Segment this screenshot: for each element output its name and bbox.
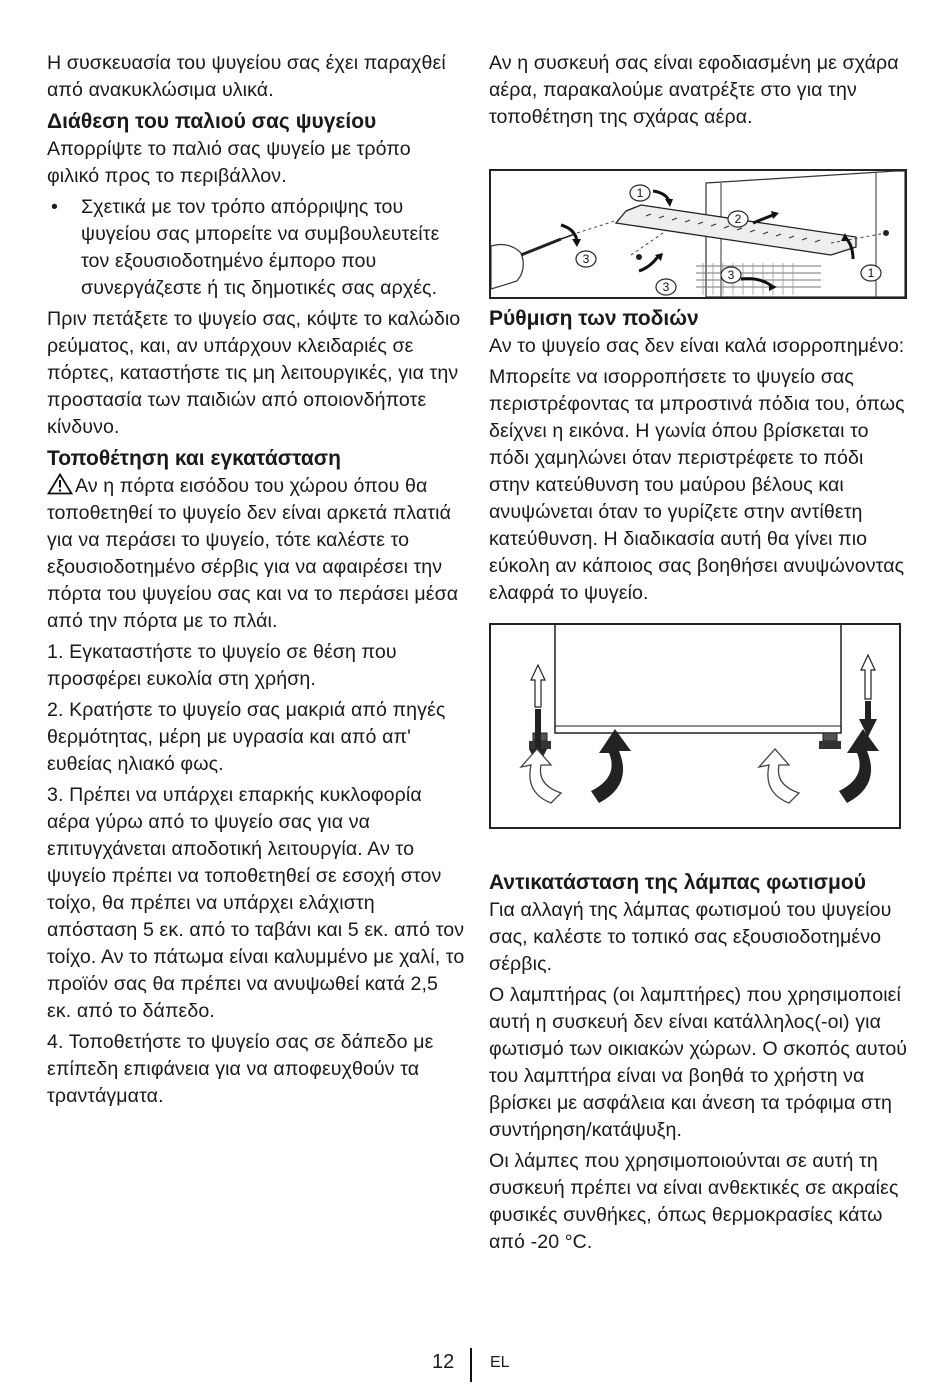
lamp-durability-paragraph: Οι λάμπες που χρησιμοποιούνται σε αυτή τη συσκευή πρέπει να είναι ανθεκτικές σε ακραίες φυσικές συνθήκες, όπως θερμοκρασίες κάτω από -20 °C.	[489, 1150, 899, 1253]
disposal-heading: Διάθεση του παλιού σας ψυγείου	[47, 110, 377, 133]
lamp-service-paragraph: Για αλλαγή της λάμπας φωτισμού του ψυγείου σας, καλέστε το τοπικό σας εξουσιοδοτημένο σέρβις.	[489, 899, 892, 975]
disposal-bullet	[47, 194, 465, 302]
grille-step-label: 3	[662, 280, 670, 294]
grille-step-label: 1	[867, 266, 875, 280]
right-column	[489, 50, 909, 1260]
install-step-2: 2. Κρατήστε το ψυγείο σας μακριά από πηγές θερμότητας, μέρη με υγρασία και από απ' ευθείας ηλιακό φως.	[47, 699, 446, 775]
disposal-paragraph: Απορρίψτε το παλιό σας ψυγείο με τρόπο φιλικό προς το περιβάλλον.	[47, 138, 411, 187]
grille-step-label: 2	[734, 212, 742, 226]
grille-step-label: 3	[582, 252, 590, 266]
disposal-bullet-text: Σχετικά με τον τρόπο απόρριψης του ψυγείου σας μπορείτε να συμβουλευτείτε τον εξουσιοδοτημένο έμπορο που συνεργάζεστε ή τις δημοτικές σας αρχές.	[81, 196, 440, 299]
warning-triangle-icon	[47, 473, 73, 495]
door-warning-paragraph	[47, 473, 465, 635]
door-warning-text: Αν η πόρτα εισόδου του χώρου όπου θα τοποθετηθεί το ψυγείο δεν είναι αρκετά πλατιά για να περάσει το ψυγείο, τότε καλέστε το εξουσιοδοτημένο σέρβις για να αφαιρέσει την πόρτα του ψυγείου σας και να το περάσει μέσα από την πόρτα με το πλάι.	[47, 475, 459, 632]
air-grille-illustration	[491, 171, 905, 297]
feet-adjustment-figure	[489, 623, 901, 829]
feet-instructions-paragraph: Μπορείτε να ισορροπήσετε το ψυγείο σας περιστρέφοντας τα μπροστινά πόδια του, όπως δείχνει η εικόνα. Η γωνία όπου βρίσκεται το πόδι χαμηλώνει όταν περιστρέφετε το πόδι στην κατεύθυνση του μαύρου βέλους και ανυψώνεται όταν το γυρίζετε στην αντίθετη κατεύθυνση. Η διαδικασία αυτή θα γίνει πιο εύκολη αν κάποιος σας βοηθήσει ανυψώνοντας ελαφρά το ψυγείο.	[489, 366, 905, 604]
language-code: EL	[490, 1354, 510, 1371]
feet-adjustment-illustration	[491, 625, 899, 827]
install-step-1: 1. Εγκαταστήστε το ψυγείο σε θέση που προσφέρει ευκολία στη χρήση.	[47, 641, 397, 690]
grille-step-label: 1	[636, 186, 644, 200]
install-step-3: 3. Πρέπει να υπάρχει επαρκής κυκλοφορία αέρα γύρω από το ψυγείο σας για να επιτυγχάνεται αποδοτική λειτουργία. Αν το ψυγείο πρέπει να τοποθετηθεί σε εσοχή στον τοίχο, θα πρέπει να υπάρχει ελάχιστη απόσταση 5 εκ. από το ταβάνι και 5 εκ. από τον τοίχο. Αν το πάτωμα είναι καλυμμένο με χαλί, το προϊόν σας θα πρέπει να ανυψωθεί κατά 2,5 εκ. από το δάπεδο.	[47, 784, 465, 1022]
cut-cable-paragraph: Πριν πετάξετε το ψυγείο σας, κόψτε το καλώδιο ρεύματος, και, αν υπάρχουν κλειδαριές σε πόρτες, καταστήστε τις μη λειτουργικές, για την προστασία των παιδιών από οποιονδήποτε κίνδυνο.	[47, 308, 461, 438]
air-grille-paragraph: Αν η συσκευή σας είναι εφοδιασμένη με σχάρα αέρα, παρακαλούμε ανατρέξτε στο για την τοποθέτηση της σχάρας αέρα.	[489, 52, 899, 128]
page-footer	[0, 1348, 950, 1384]
grille-step-label: 3	[727, 268, 735, 282]
left-column	[47, 50, 465, 1114]
installation-heading: Τοποθέτηση και εγκατάσταση	[47, 447, 341, 470]
page-number: 12	[432, 1351, 455, 1373]
feet-adjustment-heading: Ρύθμιση των ποδιών	[489, 307, 699, 330]
bullet-mark: •	[51, 196, 58, 218]
packaging-paragraph: Η συσκευασία του ψυγείου σας έχει παραχθεί από ανακυκλώσιμα υλικά.	[47, 52, 446, 101]
air-grille-figure	[489, 169, 907, 299]
lamp-purpose-paragraph: Ο λαμπτήρας (οι λαμπτήρες) που χρησιμοποιεί αυτή η συσκευή δεν είναι κατάλληλος(-οι) για φωτισμό των οικιακών χώρων. Ο σκοπός αυτού του λαμπτήρα είναι να βοηθά το χρήστη να βρίσκει με ασφάλεια και άνεση τα τρόφιμα στη συντήρηση/κατάψυξη.	[489, 984, 908, 1141]
feet-intro-paragraph: Αν το ψυγείο σας δεν είναι καλά ισορροπημένο:	[489, 335, 905, 357]
footer-divider	[470, 1348, 472, 1382]
install-step-4: 4. Τοποθετήστε το ψυγείο σας σε δάπεδο με επίπεδη επιφάνεια για να αποφευχθούν τα τραντάγματα.	[47, 1031, 434, 1107]
lamp-replacement-heading: Αντικατάσταση της λάμπας φωτισμού	[489, 871, 866, 894]
